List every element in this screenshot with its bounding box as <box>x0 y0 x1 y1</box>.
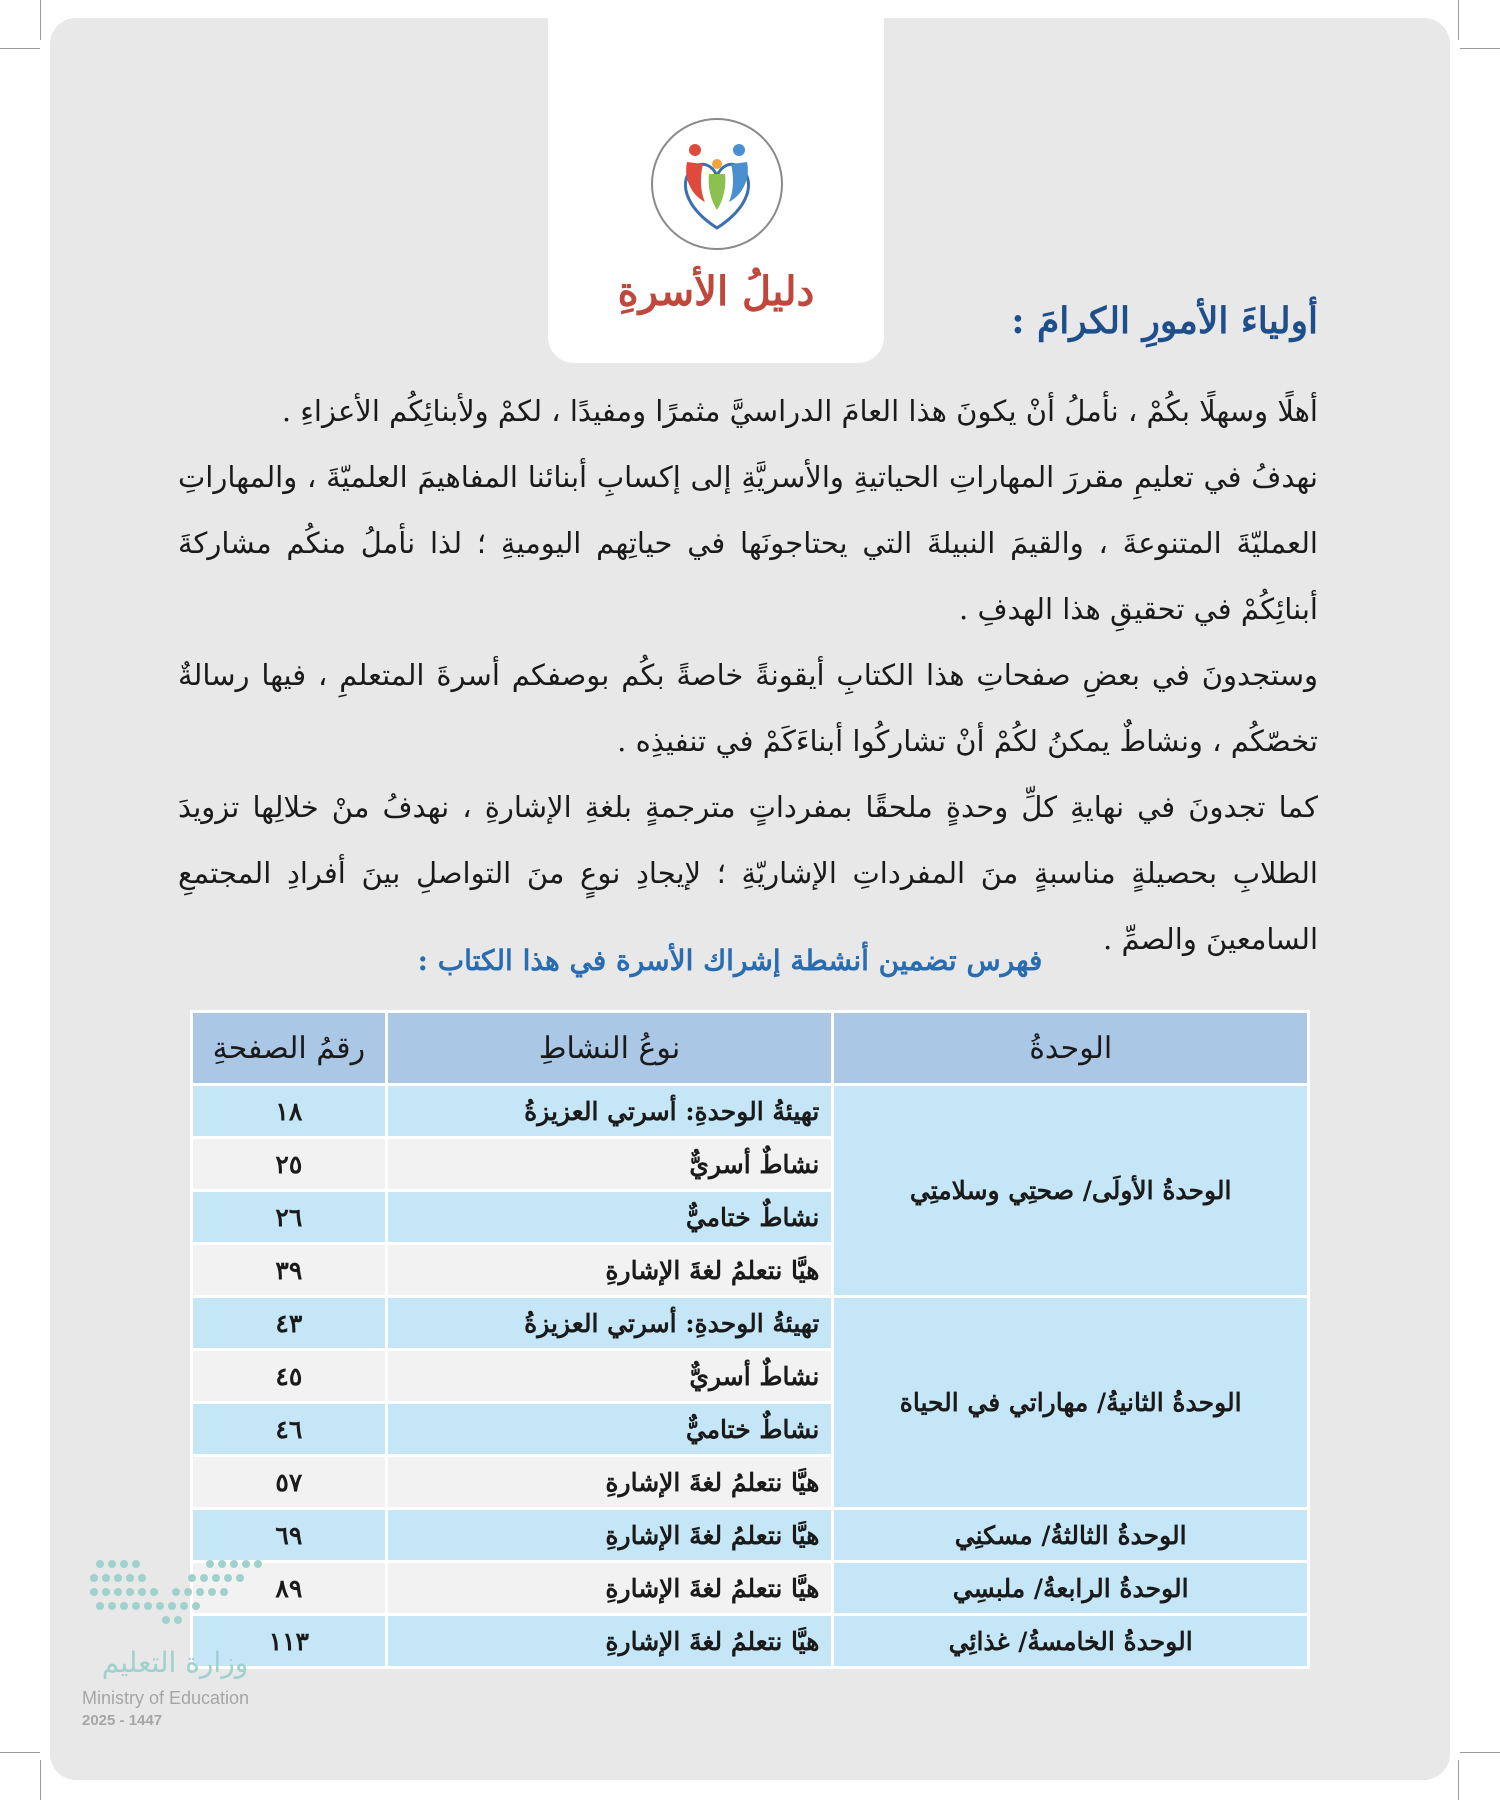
crop-mark <box>1458 1760 1459 1800</box>
unit-cell: الوحدةُ الأولَى/ صحتِي وسلامتِي <box>833 1085 1309 1297</box>
page-cell: ١١٣ <box>192 1615 387 1668</box>
activity-cell: هيَّا نتعلمُ لغةَ الإشارةِ <box>386 1615 833 1668</box>
column-header-unit: الوحدةُ <box>833 1012 1309 1085</box>
activity-cell: هيَّا نتعلمُ لغةَ الإشارةِ <box>386 1456 833 1509</box>
page-cell: ٣٩ <box>192 1244 387 1297</box>
index-table <box>190 1010 1310 1669</box>
activity-cell: نشاطٌ ختاميٌّ <box>386 1403 833 1456</box>
paragraph: وستجدونَ في بعضِ صفحاتِ هذا الكتابِ أيقونةً خاصةً بكُم بوصفكم أسرةَ المتعلمِ ، فيها رسالةٌ تخصّكُم ، ونشاطٌ يمكنُ لكُمْ أنْ تشاركُوا أبناءَكَمْ في تنفيذِه . <box>178 658 1318 758</box>
crop-mark <box>40 1760 41 1800</box>
ministry-year: 2025 - 1447 <box>82 1712 163 1729</box>
activity-cell: نشاطٌ ختاميٌّ <box>386 1191 833 1244</box>
paragraph: كما تجدونَ في نهايةِ كلِّ وحدةٍ ملحقًا بمفرداتٍ مترجمةٍ بلغةِ الإشارةِ ، نهدفُ منْ خلالِها تزويدَ الطلابِ بحصيلةٍ مناسبةٍ منَ المفرداتِ الإشاريّةِ ؛ لإيجادِ نوعٍ منَ التواصلِ بينَ أفرادِ المجتمعِ السامعينَ والصمِّ . <box>178 790 1318 956</box>
intro-text <box>178 378 1318 972</box>
paragraph: أهلًا وسهلًا بكُمْ ، نأملُ أنْ يكونَ هذا العامَ الدراسيَّ مثمرًا ومفيدًا ، لكمْ ولأبنائِكُم الأعزاءِ . <box>281 394 1318 428</box>
activity-cell: تهيئةُ الوحدةِ: أسرتي العزيزةُ <box>386 1297 833 1350</box>
table-row <box>192 1297 1309 1350</box>
crop-mark <box>0 48 40 49</box>
table-header-row <box>192 1012 1309 1085</box>
table-row <box>192 1562 1309 1615</box>
index-heading: فهرس تضمين أنشطة إشراك الأسرة في هذا الكتاب : <box>417 944 1043 977</box>
ministry-name-arabic: وزارة التعليم <box>101 1646 249 1679</box>
page-cell: ٨٩ <box>192 1562 387 1615</box>
page-cell: ٤٦ <box>192 1403 387 1456</box>
activity-cell: تهيئةُ الوحدةِ: أسرتي العزيزةُ <box>386 1085 833 1138</box>
page-title: دليلُ الأسرةِ <box>617 268 815 315</box>
ministry-logo-icon <box>80 1552 270 1642</box>
table-row <box>192 1509 1309 1562</box>
table-row <box>192 1615 1309 1668</box>
family-heart-icon <box>651 118 783 250</box>
crop-mark <box>1460 48 1500 49</box>
unit-cell: الوحدةُ الثانيةُ/ مهاراتي في الحياة <box>833 1297 1309 1509</box>
table-row <box>192 1085 1309 1138</box>
salutation-heading: أولياءَ الأمورِ الكرامَ : <box>1011 300 1318 342</box>
column-header-activity: نوعُ النشاطِ <box>386 1012 833 1085</box>
page-cell: ٢٥ <box>192 1138 387 1191</box>
paragraph: نهدفُ في تعليمِ مقررَ المهاراتِ الحياتيةِ والأسريَّةِ إلى إكسابِ أبنائنا المفاهيمَ العلميّةَ ، والمهاراتِ العمليّةَ المتنوعةَ ، والقيمَ النبيلةَ التي يحتاجونَها في حياتِهم اليوميةِ ؛ لذا نأملُ منكُم مشاركةَ أبنائِكُمْ في تحقيقِ هذا الهدفِ . <box>178 460 1318 626</box>
page-cell: ٢٦ <box>192 1191 387 1244</box>
activity-cell: نشاطٌ أسريٌّ <box>386 1350 833 1403</box>
column-header-page: رقمُ الصفحةِ <box>192 1012 387 1085</box>
page-cell: ٥٧ <box>192 1456 387 1509</box>
ministry-watermark <box>80 1552 280 1732</box>
page-cell: ١٨ <box>192 1085 387 1138</box>
page-cell: ٤٣ <box>192 1297 387 1350</box>
activity-cell: نشاطٌ أسريٌّ <box>386 1138 833 1191</box>
ministry-name-english: Ministry of Education <box>82 1688 250 1708</box>
crop-mark <box>0 1752 40 1753</box>
page-cell: ٦٩ <box>192 1509 387 1562</box>
activity-cell: هيَّا نتعلمُ لغةَ الإشارةِ <box>386 1562 833 1615</box>
unit-cell: الوحدةُ الثالثةُ/ مسكنِي <box>833 1509 1309 1562</box>
activity-cell: هيَّا نتعلمُ لغةَ الإشارةِ <box>386 1244 833 1297</box>
activity-cell: هيَّا نتعلمُ لغةَ الإشارةِ <box>386 1509 833 1562</box>
unit-cell: الوحدةُ الخامسةُ/ غذائِي <box>833 1615 1309 1668</box>
crop-mark <box>40 0 41 40</box>
crop-mark <box>1458 0 1459 40</box>
crop-mark <box>1460 1752 1500 1753</box>
unit-cell: الوحدةُ الرابعةُ/ ملبسِي <box>833 1562 1309 1615</box>
page-cell: ٤٥ <box>192 1350 387 1403</box>
